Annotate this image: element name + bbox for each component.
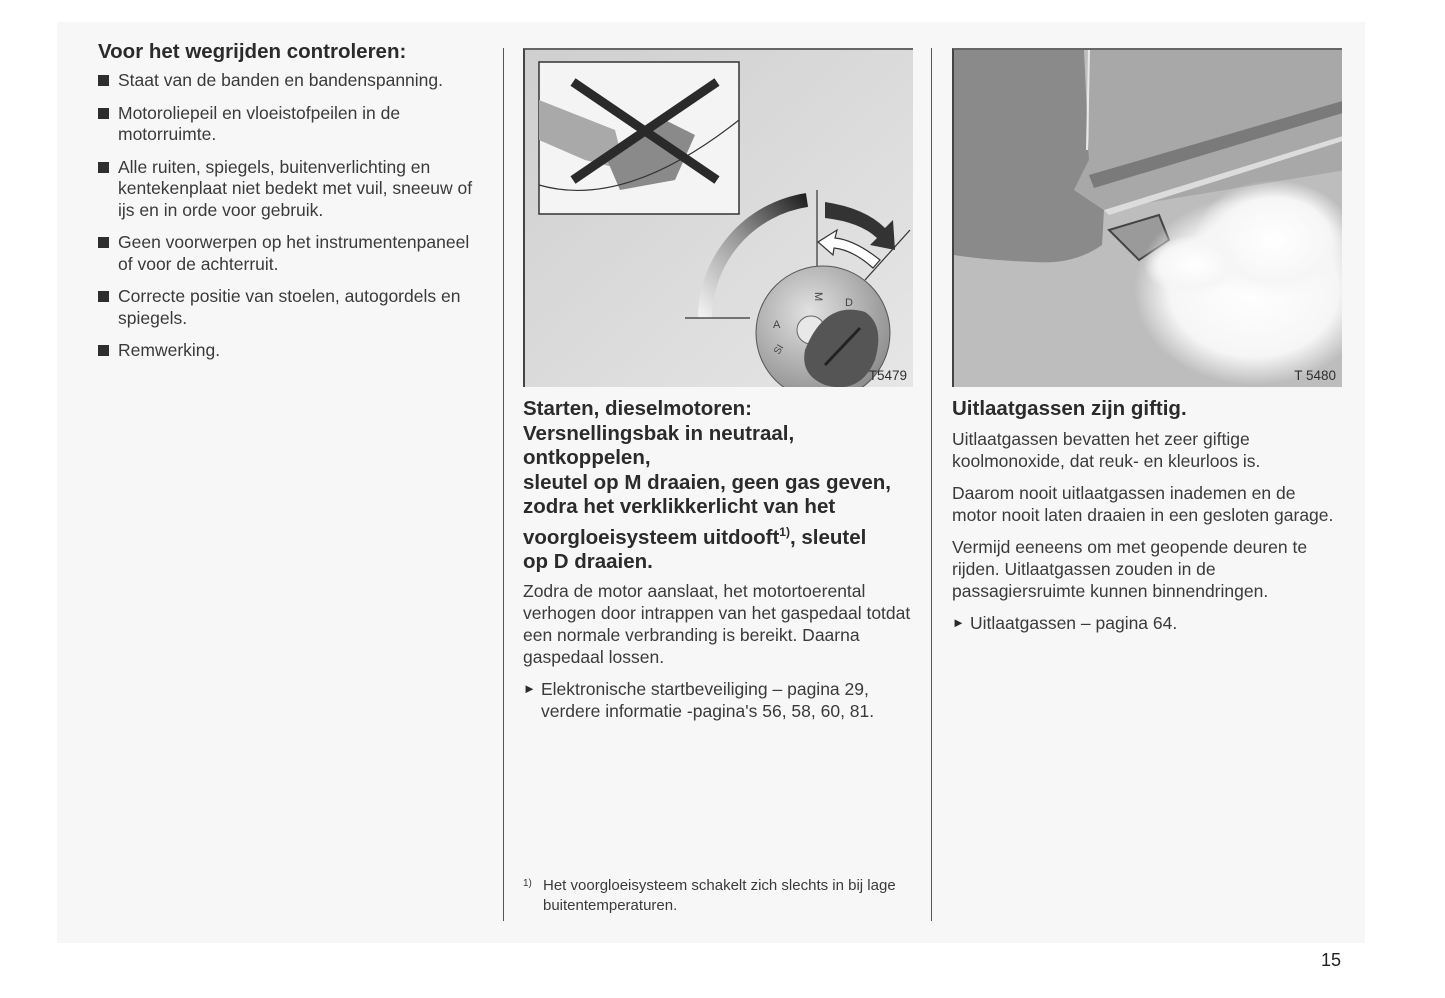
exhaust-paragraph: Uitlaatgassen bevatten het zeer giftige koolmonoxide, dat reuk- en kleurloos is. xyxy=(952,428,1261,471)
reference-arrow-icon: ► xyxy=(523,681,536,697)
exhaust-paragraph: Vermijd eeneens om met geopende deuren te rijden. Uitlaatgassen zouden in de passagiersruimte kunnen binnendringen. xyxy=(952,536,1308,601)
checklist-item: Correcte positie van stoelen, autogordels en spiegels. xyxy=(98,286,488,329)
page-number: 15 xyxy=(1321,950,1342,970)
bullet-square-icon xyxy=(98,345,109,356)
bullet-square-icon xyxy=(98,108,109,119)
svg-text:M: M xyxy=(812,292,824,302)
checklist-section xyxy=(98,40,488,373)
reference-arrow-icon: ► xyxy=(952,614,965,630)
checklist-heading: Voor het wegrijden controleren: xyxy=(98,40,407,63)
footnote-reference: 1) xyxy=(779,524,790,539)
inset-wrong-panel xyxy=(539,62,739,214)
checklist-item: Geen voorwerpen op het instrumentenpaneel of voor de achterruit. xyxy=(98,232,488,275)
exhaust-paragraph: Daarom nooit uitlaatgassen inademen en de motor nooit laten draaien in een gesloten garage. xyxy=(952,482,1334,525)
footnote: 1) Het voorgloeisysteem schakelt zich slechts in bij lage buitentemperaturen. xyxy=(523,876,933,916)
checklist-item: Alle ruiten, spiegels, buitenverlichting en kentekenplaat niet bedekt met vuil, sneeuw of ijs en in orde voor gebruik. xyxy=(98,157,488,222)
ignition-key-illustration xyxy=(523,48,913,387)
svg-text:D: D xyxy=(845,297,853,309)
bullet-square-icon xyxy=(98,237,109,248)
footnote-marker: 1) xyxy=(523,878,532,889)
bullet-square-icon xyxy=(98,162,109,173)
cross-reference: ► Uitlaatgassen – pagina 64. xyxy=(952,612,1178,633)
cross-reference: ► Elektronische startbeveiliging – pagina 29, verdere informatie -pagina's 56, 58, 60, 81. xyxy=(523,679,875,722)
column-divider-left xyxy=(503,48,504,921)
column-divider-right xyxy=(931,48,932,921)
exhaust-section xyxy=(952,48,1344,644)
checklist-item: Motoroliepeil en vloeistofpeilen in de motorruimte. xyxy=(98,103,488,146)
checklist xyxy=(98,70,488,362)
svg-text:A: A xyxy=(773,319,781,331)
checklist-item: Staat van de banden en bandenspanning. xyxy=(98,70,488,92)
figure-label: T5479 xyxy=(868,368,907,383)
bullet-square-icon xyxy=(98,291,109,302)
diesel-start-section xyxy=(523,48,913,732)
ignition-key-drawing xyxy=(525,50,913,387)
diesel-start-paragraph: Zodra de motor aanslaat, het motortoerental verhogen door intrappen van het gaspedaal totdat een normale verbranding is bereikt. Daarna gaspedaal lossen. xyxy=(523,581,911,668)
svg-text:SI: SI xyxy=(772,342,787,357)
diesel-start-heading: Starten, dieselmotoren: Versnellingsbak in neutraal, ontkoppelen, sleutel op M draaien, geen gas geven, zodra het verklikkerlicht van het voorgloeisysteem uitdooft$^{1)}$, sleutel op D draaien. xyxy=(523,397,891,573)
exhaust-heading: Uitlaatgassen zijn giftig. xyxy=(952,397,1187,420)
checklist-item: Remwerking. xyxy=(98,340,488,362)
bullet-square-icon xyxy=(98,75,109,86)
exhaust-illustration xyxy=(952,48,1342,387)
exhaust-drawing xyxy=(954,50,1342,387)
figure-label: T 5480 xyxy=(1294,368,1336,383)
